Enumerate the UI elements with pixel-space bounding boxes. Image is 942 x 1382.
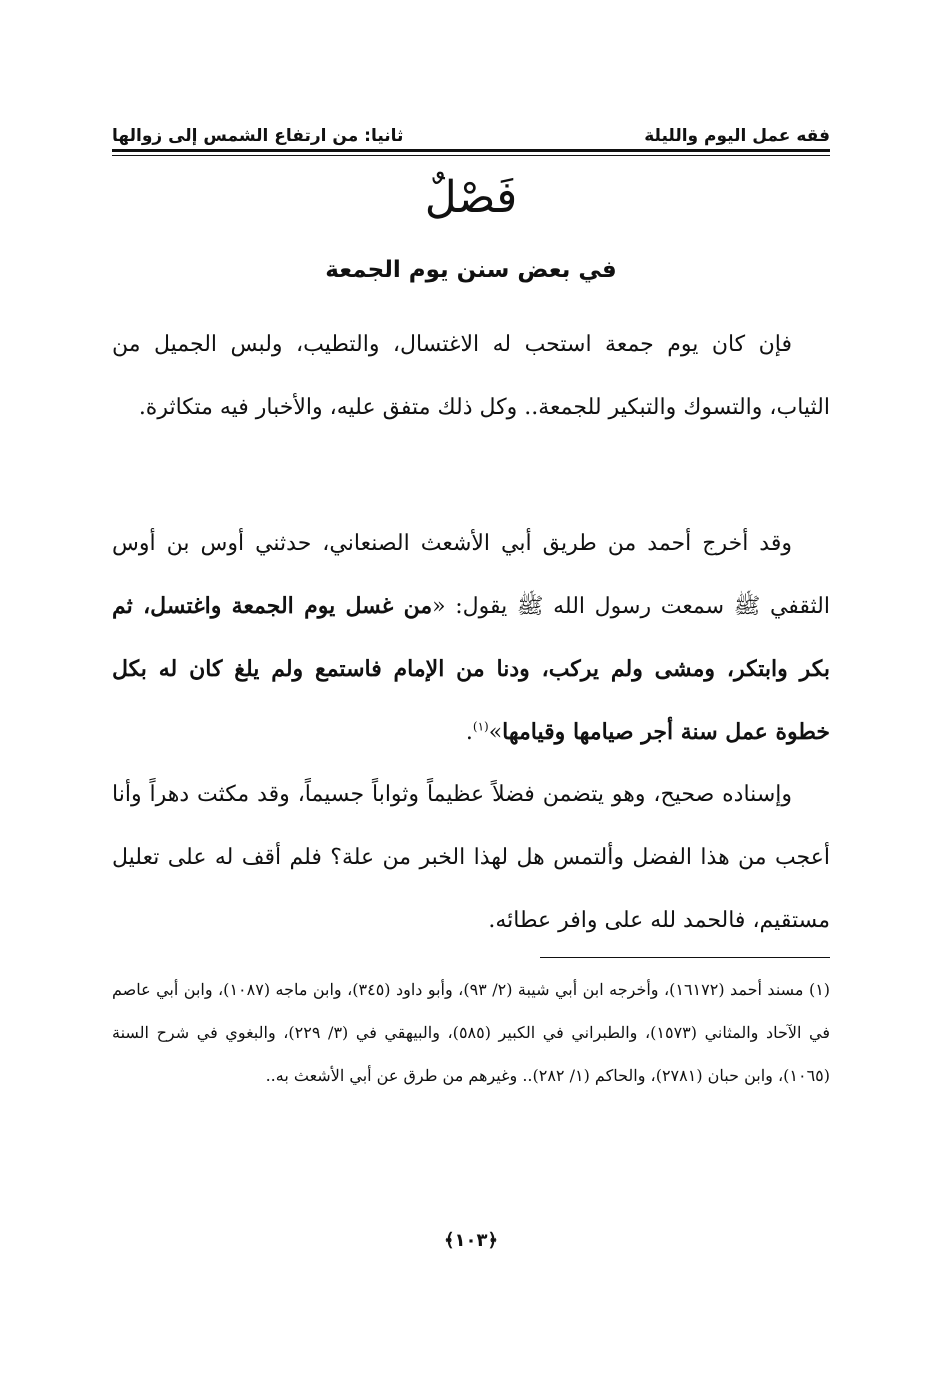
running-header	[112, 118, 830, 146]
header-rule-thin	[112, 155, 830, 156]
footnote-separator	[540, 957, 830, 958]
footnote-reference[interactable]: (١)	[472, 719, 489, 734]
chapter-title: ثانيا: من ارتفاع الشمس إلى زوالها	[112, 126, 404, 146]
footnote: (١) مسند أحمد (١٦١٧٢)، وأخرجه ابن أبي شيبة (٢/ ٩٣)، وأبو داود (٣٤٥)، وابن ماجه (١٠٨٧)، وابن أبي عاصم في الآحاد والمثاني (١٥٧٣)، والطبراني في الكبير (٥٨٥)، والبيهقي في (٣/ ٢٢٩)، والبغوي في شرح السنة (١٠٦٥)، وابن حبان (٢٧٨١)، والحاكم (١/ ٢٨٢).. وغيرهم من طرق عن أبي الأشعث به..	[112, 980, 831, 1085]
hadith-text: من غسل يوم الجمعة واغتسل، ثم بكر وابتكر، ومشى ولم يركب، ودنا من الإمام فاستمع ولم يلغ كان له بكل خطوة عمل سنة أجر صيامها وقيامها	[112, 593, 830, 745]
section-ornament: فَصْلٌ	[424, 172, 518, 223]
paragraph-2	[112, 512, 830, 764]
section-title: في بعض سنن يوم الجمعة	[325, 257, 617, 283]
paragraph-2-end: .	[465, 720, 473, 745]
page-number: ﴾١٠٣﴿	[443, 1230, 499, 1251]
paragraph-2-intro: وقد أخرج أحمد من طريق أبي الأشعث الصنعاني، حدثني أوس بن أوس الثقفي ﷺ سمعت رسول الله ﷺ يقول: «	[112, 531, 831, 619]
header-rule	[112, 149, 830, 152]
book-title: فقه عمل اليوم والليلة	[644, 126, 830, 146]
paragraph-3: وإسناده صحيح، وهو يتضمن فضلاً عظيماً وثواباً جسيماً، وقد مكثت دهراً وأنا أعجب من هذا الفضل وألتمس هل لهذا الخبر من علة؟ فلم أقف له على تعليل مستقيم، فالحمد لله على وافر عطائه.	[112, 782, 830, 933]
paragraph-1: فإن كان يوم جمعة استحب له الاغتسال، والتطيب، ولبس الجميل من الثياب، والتسوك والتبكير للجمعة.. وكل ذلك متفق عليه، والأخبار فيه متكاثرة.	[112, 332, 830, 420]
quote-close: »	[488, 720, 503, 745]
